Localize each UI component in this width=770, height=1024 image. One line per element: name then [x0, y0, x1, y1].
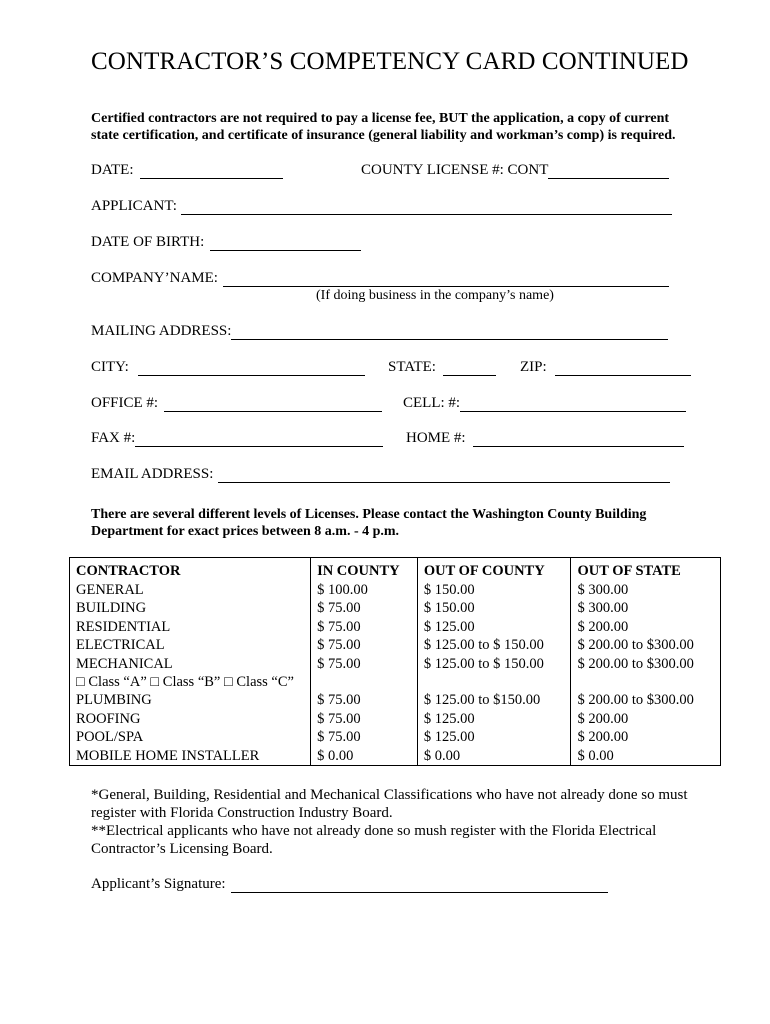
- mailing-label: MAILING ADDRESS:: [91, 323, 232, 339]
- table-cell: $ 125.00 to $150.00: [417, 691, 571, 709]
- email-label: EMAIL ADDRESS:: [91, 466, 214, 482]
- table-cell: $ 75.00: [311, 655, 418, 673]
- zip-field[interactable]: [555, 361, 691, 376]
- table-cell: $ 200.00 to $300.00: [571, 655, 721, 673]
- date-field[interactable]: [140, 164, 283, 179]
- company-label: COMPANY’NAME:: [91, 270, 218, 286]
- table-cell: $ 125.00 to $ 150.00: [417, 636, 571, 654]
- table-row: [70, 673, 721, 691]
- date-label: DATE:: [91, 162, 134, 178]
- table-header-row: [70, 558, 721, 582]
- fax-field[interactable]: [135, 432, 383, 447]
- license-fee-table: [69, 557, 721, 766]
- table-row: [70, 655, 721, 673]
- table-cell: $ 0.00: [417, 747, 571, 766]
- state-field[interactable]: [443, 361, 496, 376]
- table-row: [70, 691, 721, 709]
- table-row: [70, 636, 721, 654]
- table-cell: $ 125.00: [417, 728, 571, 746]
- home-row: [406, 430, 684, 447]
- cell-field[interactable]: [460, 397, 686, 412]
- table-cell: $ 200.00 to $300.00: [571, 691, 721, 709]
- company-note: (If doing business in the company’s name): [316, 288, 554, 303]
- zip-row: [520, 359, 691, 376]
- footnote-line-3: **Electrical applicants who have not already done so mush register with the Florida Electrical: [91, 823, 657, 839]
- table-cell: RESIDENTIAL: [70, 618, 311, 636]
- office-label: OFFICE #:: [91, 395, 159, 411]
- city-row: [91, 359, 365, 376]
- intro-line-1: Certified contractors are not required to pay a license fee, BUT the application, a copy of current: [91, 111, 670, 126]
- table-cell: $ 75.00: [311, 728, 418, 746]
- table-cell: $ 150.00: [417, 599, 571, 617]
- footnote-line-2: register with Florida Construction Industry Board.: [91, 805, 393, 821]
- header-contractor: CONTRACTOR: [70, 558, 311, 582]
- dob-row: [91, 234, 361, 251]
- table-cell: POOL/SPA: [70, 728, 311, 746]
- table-cell: [571, 673, 721, 691]
- header-in-county: IN COUNTY: [311, 558, 418, 582]
- levels-note-line-1: There are several different levels of Licenses. Please contact the Washington County Building: [91, 507, 647, 522]
- table-cell: $ 75.00: [311, 636, 418, 654]
- header-out-of-state: OUT OF STATE: [571, 558, 721, 582]
- table-cell: ROOFING: [70, 710, 311, 728]
- table-cell: MOBILE HOME INSTALLER: [70, 747, 311, 766]
- fax-label: FAX #:: [91, 430, 136, 446]
- table-cell: $ 200.00: [571, 710, 721, 728]
- table-cell: GENERAL: [70, 581, 311, 599]
- county-license-row: [361, 162, 669, 179]
- table-cell: $ 150.00: [417, 581, 571, 599]
- email-field[interactable]: [218, 468, 670, 483]
- table-cell: [311, 673, 418, 691]
- fax-row: [91, 430, 383, 447]
- footnote-line-4: Contractor’s Licensing Board.: [91, 841, 273, 857]
- zip-label: ZIP:: [520, 359, 547, 375]
- signature-label: Applicant’s Signature:: [91, 876, 226, 892]
- dob-field[interactable]: [210, 236, 361, 251]
- table-cell: $ 200.00: [571, 618, 721, 636]
- table-cell: $ 200.00 to $300.00: [571, 636, 721, 654]
- table-cell: $ 200.00: [571, 728, 721, 746]
- state-label: STATE:: [388, 359, 436, 375]
- header-out-of-county: OUT OF COUNTY: [417, 558, 571, 582]
- table-row: [70, 599, 721, 617]
- table-cell: $ 100.00: [311, 581, 418, 599]
- mailing-row: [91, 323, 668, 340]
- company-field[interactable]: [223, 272, 669, 287]
- state-row: [388, 359, 496, 376]
- table-cell: $ 300.00: [571, 581, 721, 599]
- table-cell: $ 0.00: [571, 747, 721, 766]
- table-cell: $ 75.00: [311, 710, 418, 728]
- table-cell: $ 125.00: [417, 618, 571, 636]
- table-row: [70, 747, 721, 766]
- city-field[interactable]: [138, 361, 365, 376]
- signature-field[interactable]: [231, 878, 608, 893]
- intro-line-2: state certification, and certificate of insurance (general liability and workman’s comp) is required.: [91, 128, 676, 143]
- applicant-label: APPLICANT:: [91, 198, 177, 214]
- table-row: [70, 728, 721, 746]
- table-cell: [417, 673, 571, 691]
- table-cell: $ 75.00: [311, 618, 418, 636]
- footnote-line-1: *General, Building, Residential and Mechanical Classifications who have not already done so must: [91, 787, 688, 803]
- cell-row: [403, 395, 686, 412]
- date-row: [91, 162, 283, 179]
- table-cell: MECHANICAL: [70, 655, 311, 673]
- levels-note-line-2: Department for exact prices between 8 a.m. - 4 p.m.: [91, 524, 400, 539]
- table-cell: BUILDING: [70, 599, 311, 617]
- table-cell: $ 0.00: [311, 747, 418, 766]
- city-label: CITY:: [91, 359, 129, 375]
- company-row: [91, 270, 669, 287]
- table-cell: $ 125.00: [417, 710, 571, 728]
- table-row: [70, 710, 721, 728]
- dob-label: DATE OF BIRTH:: [91, 234, 205, 250]
- signature-row: [91, 876, 608, 893]
- page-title: CONTRACTOR’S COMPETENCY CARD CONTINUED: [91, 48, 689, 75]
- table-cell: $ 300.00: [571, 599, 721, 617]
- table-cell: $ 75.00: [311, 691, 418, 709]
- home-label: HOME #:: [406, 430, 466, 446]
- county-license-field[interactable]: [548, 164, 669, 179]
- table-cell: PLUMBING: [70, 691, 311, 709]
- table-row: [70, 618, 721, 636]
- table-cell: $ 125.00 to $ 150.00: [417, 655, 571, 673]
- applicant-row: [91, 198, 672, 215]
- mechanical-class-options[interactable]: □ Class “A” □ Class “B” □ Class “C”: [70, 673, 311, 691]
- cell-label: CELL: #:: [403, 395, 461, 411]
- office-field[interactable]: [164, 397, 382, 412]
- home-field[interactable]: [473, 432, 684, 447]
- applicant-field[interactable]: [181, 200, 672, 215]
- table-cell: $ 75.00: [311, 599, 418, 617]
- table-cell: ELECTRICAL: [70, 636, 311, 654]
- county-license-label: COUNTY LICENSE #: CONT: [361, 162, 549, 178]
- table-row: [70, 581, 721, 599]
- mailing-field[interactable]: [231, 325, 668, 340]
- office-row: [91, 395, 382, 412]
- email-row: [91, 466, 670, 483]
